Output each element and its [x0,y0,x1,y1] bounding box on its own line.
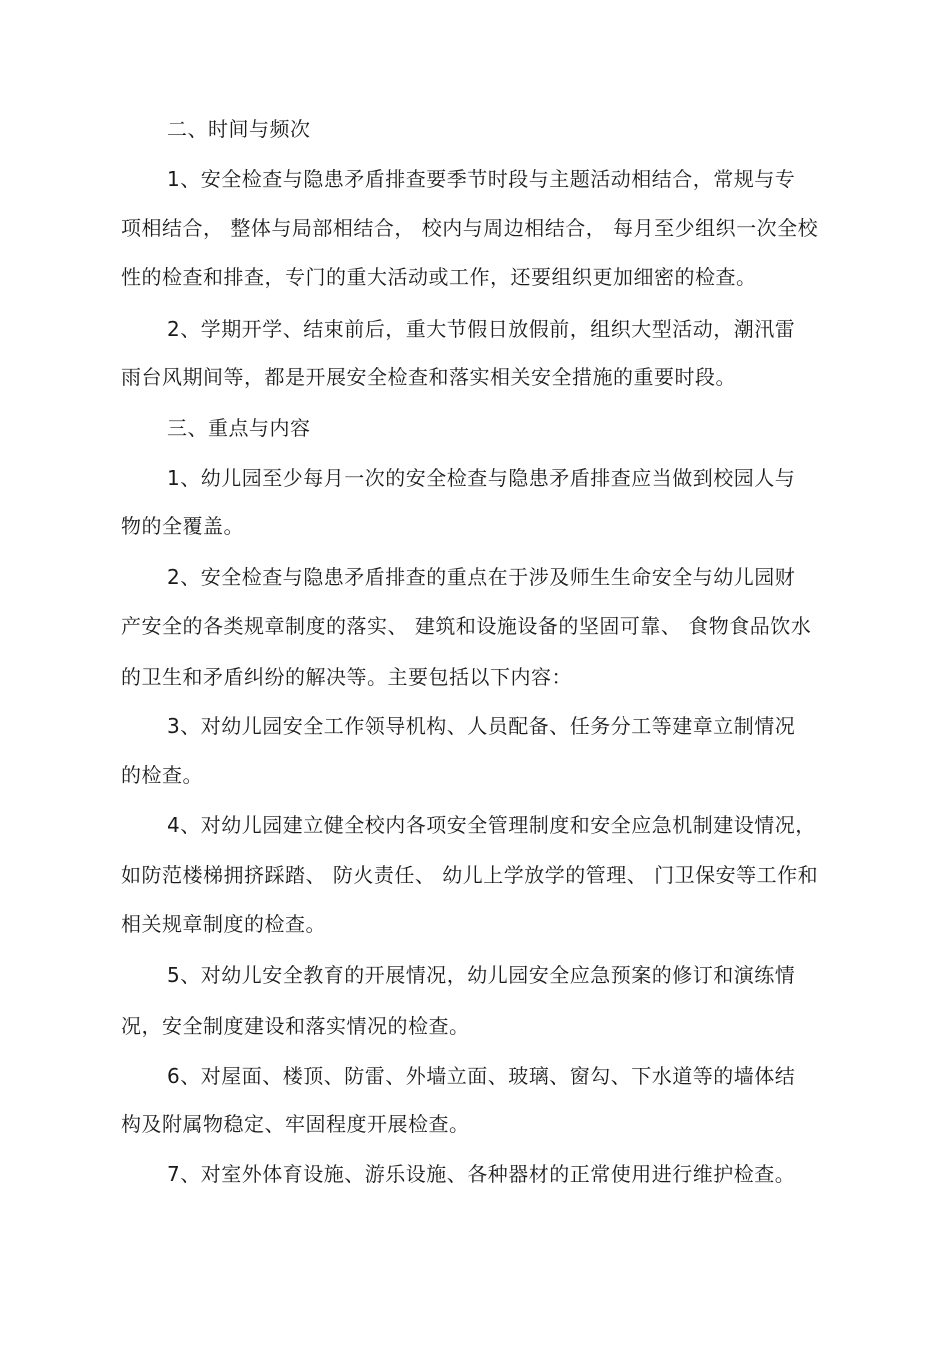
paragraph-line: 物的全覆盖。 [121,514,244,538]
paragraph-line: 雨台风期间等，都是开展安全检查和落实相关安全措施的重要时段。 [121,365,736,389]
paragraph-line: 相关规章制度的检查。 [121,912,326,936]
paragraph-line: 6、对屋面、楼顶、防雷、外墙立面、玻璃、窗勾、下水道等的墙体结 [167,1064,796,1088]
paragraph-line: 性的检查和排查，专门的重大活动或工作，还要组织更加细密的检查。 [121,265,757,289]
paragraph-line: 如防范楼梯拥挤踩踏、 防火责任、 幼儿上学放学的管理、 门卫保安等工作和 [121,863,819,887]
paragraph-line: 1、安全检查与隐患矛盾排查要季节时段与主题活动相结合，常规与专 [167,167,796,191]
section-heading: 三、重点与内容 [167,416,311,440]
paragraph-line: 项相结合， 整体与局部相结合， 校内与周边相结合， 每月至少组织一次全校 [121,216,819,240]
paragraph-line: 2、安全检查与隐患矛盾排查的重点在于涉及师生生命安全与幼儿园财 [167,565,796,589]
paragraph-line: 产安全的各类规章制度的落实、 建筑和设施设备的坚固可靠、 食物食品饮水 [121,614,812,638]
section-heading: 二、时间与频次 [167,117,311,141]
paragraph-line: 的卫生和矛盾纠纷的解决等。主要包括以下内容： [121,665,572,689]
paragraph-line: 况，安全制度建设和落实情况的检查。 [121,1014,470,1038]
paragraph-line: 1、幼儿园至少每月一次的安全检查与隐患矛盾排查应当做到校园人与 [167,466,796,490]
paragraph-line: 7、对室外体育设施、游乐设施、各种器材的正常使用进行维护检查。 [167,1162,796,1186]
paragraph-line: 构及附属物稳定、牢固程度开展检查。 [121,1112,470,1136]
paragraph-line: 3、对幼儿园安全工作领导机构、人员配备、任务分工等建章立制情况 [167,714,796,738]
paragraph-line: 2、学期开学、结束前后，重大节假日放假前，组织大型活动，潮汛雷 [167,317,796,341]
paragraph-line: 4、对幼儿园建立健全校内各项安全管理制度和安全应急机制建设情况， [167,813,816,837]
paragraph-line: 5、对幼儿安全教育的开展情况，幼儿园安全应急预案的修订和演练情 [167,963,796,987]
paragraph-line: 的检查。 [121,763,203,787]
